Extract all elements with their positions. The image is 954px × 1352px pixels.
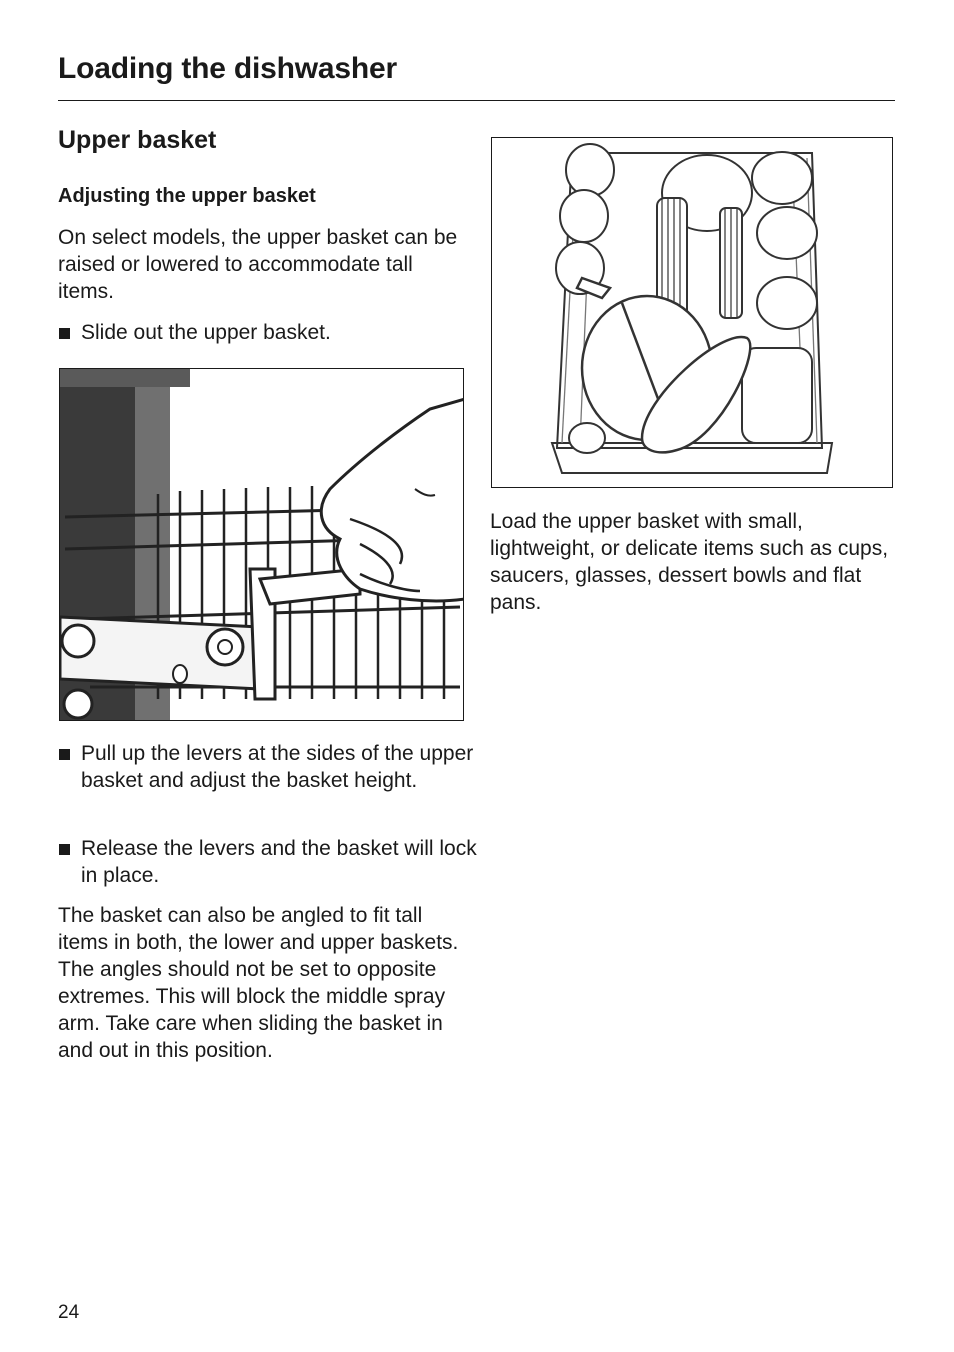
page-title: Loading the dishwasher xyxy=(58,52,397,85)
bullet-square-icon xyxy=(59,749,70,760)
bullet-square-icon xyxy=(59,328,70,339)
section-heading: Upper basket xyxy=(58,126,217,154)
step-3 xyxy=(58,835,481,889)
step-1-text: Slide out the upper basket. xyxy=(81,321,331,344)
step-1 xyxy=(58,319,471,346)
angle-note-paragraph: The basket can also be angled to fit tall items in both, the lower and upper baskets. The angles should not be set to opposite extremes. This will block the middle spray arm. Take care when sliding the basket in and out in this position. xyxy=(58,904,459,1062)
bullet-square-icon xyxy=(59,844,70,855)
page-number: 24 xyxy=(58,1302,80,1323)
step-3-text: Release the levers and the basket will lock in place. xyxy=(81,837,477,887)
step-2-text: Pull up the levers at the sides of the upper basket and adjust the basket height. xyxy=(81,742,474,792)
sub-heading: Adjusting the upper basket xyxy=(58,185,316,207)
upper-basket-figure-svg xyxy=(492,138,893,488)
basket-lever-figure-svg xyxy=(60,369,464,721)
basket-lever-adjustment-illustration xyxy=(59,368,464,721)
title-divider xyxy=(58,100,895,101)
intro-paragraph: On select models, the upper basket can be raised or lowered to accommodate tall items. xyxy=(58,226,458,303)
step-2 xyxy=(58,740,481,794)
upper-basket-loading-text: Load the upper basket with small, lightweight, or delicate items such as cups, saucers, glasses, dessert bowls and flat pans. xyxy=(490,510,889,614)
loaded-upper-basket-illustration xyxy=(491,137,893,488)
